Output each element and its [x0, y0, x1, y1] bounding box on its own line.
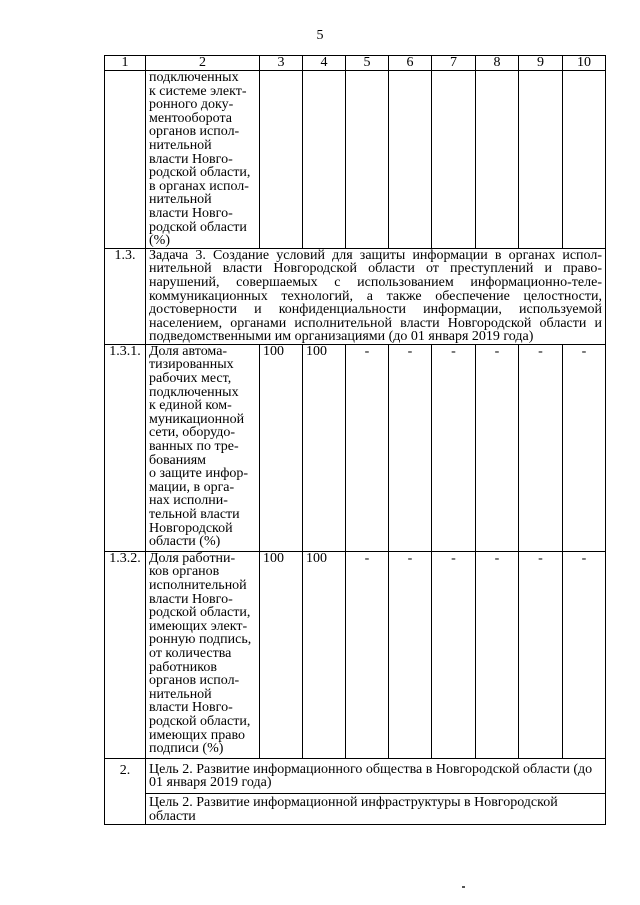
header-cell: 10: [563, 56, 606, 71]
indicator-text: подключенных к системе элект- ронного доку- ментооборота органов испол- нительной власти Новго- родской области, в органах испол- нительной власти Новго- родской области (%): [149, 70, 251, 249]
row-number: 1.3.2.: [105, 551, 146, 758]
header-cell: 6: [389, 56, 432, 71]
value-cell: [432, 71, 476, 249]
value-cell: -: [476, 551, 519, 758]
value-cell: -: [389, 551, 432, 758]
task-row: [105, 248, 606, 344]
column-number-header-row: [105, 56, 606, 71]
task-number: 1.3.: [105, 248, 146, 344]
empty-number-cell: [105, 71, 146, 249]
indicator-text: Доля работни- ков органов исполнительной власти Новго- родской области, имеющих элект- ронную подпись, от количества работников органов испол- нительной власти Новго- родской области, имеющих право подписи (%): [149, 550, 252, 757]
value-cell: 100: [303, 551, 346, 758]
header-cell: 3: [260, 56, 303, 71]
row-number: 1.3.1.: [105, 344, 146, 551]
value-cell: [389, 71, 432, 249]
value-cell: -: [432, 344, 476, 551]
value-cell: -: [346, 551, 389, 758]
indicator-text-cell: [146, 71, 260, 249]
goal-text-cell: [146, 758, 606, 824]
value-cell: -: [346, 344, 389, 551]
value-cell: -: [519, 551, 563, 758]
header-cell: 2: [146, 56, 260, 71]
value-cell: 100: [303, 344, 346, 551]
indicator-table: [104, 55, 606, 825]
goal-number: 2.: [105, 758, 146, 824]
value-cell: [260, 71, 303, 249]
value-cell: [563, 71, 606, 249]
value-cell: -: [476, 344, 519, 551]
value-cell: -: [519, 344, 563, 551]
value-cell: -: [389, 344, 432, 551]
indicator-text-cell: [146, 551, 260, 758]
goal-row: [105, 758, 606, 824]
value-cell: [519, 71, 563, 249]
value-cell: -: [563, 344, 606, 551]
goal-title: Цель 2. Развитие информационного общества в Новгородской области (до 01 января 2019 года): [149, 761, 593, 791]
header-cell: 5: [346, 56, 389, 71]
indicator-text-cell: [146, 344, 260, 551]
task-text: Задача 3. Создание условий для защиты информации в органах испол-нительной власти Новгородской области от преступлений и право-нарушений, совершаемых с использованием информационно-теле-коммуникационных технологий, а также обеспечение целостности, достоверности и конфиденциальности информации, используемой населением, органами исполнительной власти Новгородской области и подведомственными им организациями (до 01 января 2019 года): [146, 248, 606, 344]
value-cell: [346, 71, 389, 249]
value-cell: [303, 71, 346, 249]
header-cell: 7: [432, 56, 476, 71]
page-number: 5: [316, 28, 324, 43]
header-cell: 4: [303, 56, 346, 71]
value-cell: -: [432, 551, 476, 758]
value-cell: -: [563, 551, 606, 758]
indicator-row-1-3-1: [105, 344, 606, 551]
header-cell: 8: [476, 56, 519, 71]
header-cell: 9: [519, 56, 563, 71]
continued-indicator-row: [105, 71, 606, 249]
value-cell: 100: [260, 344, 303, 551]
goal-subtitle: Цель 2. Развитие информационной инфраструктуры в Новгородской области: [146, 793, 605, 824]
value-cell: [476, 71, 519, 249]
indicator-text: Доля автома- тизированных рабочих мест, подключенных к единой ком- муникационной сети, оборудо- ванных по тре- бованиям о защите инфор- мации, в орга- нах исполни- тельной власти Новгородской области (%): [149, 343, 249, 550]
scan-mark: [462, 886, 465, 888]
indicator-row-1-3-2: [105, 551, 606, 758]
header-cell: 1: [105, 56, 146, 71]
value-cell: 100: [260, 551, 303, 758]
